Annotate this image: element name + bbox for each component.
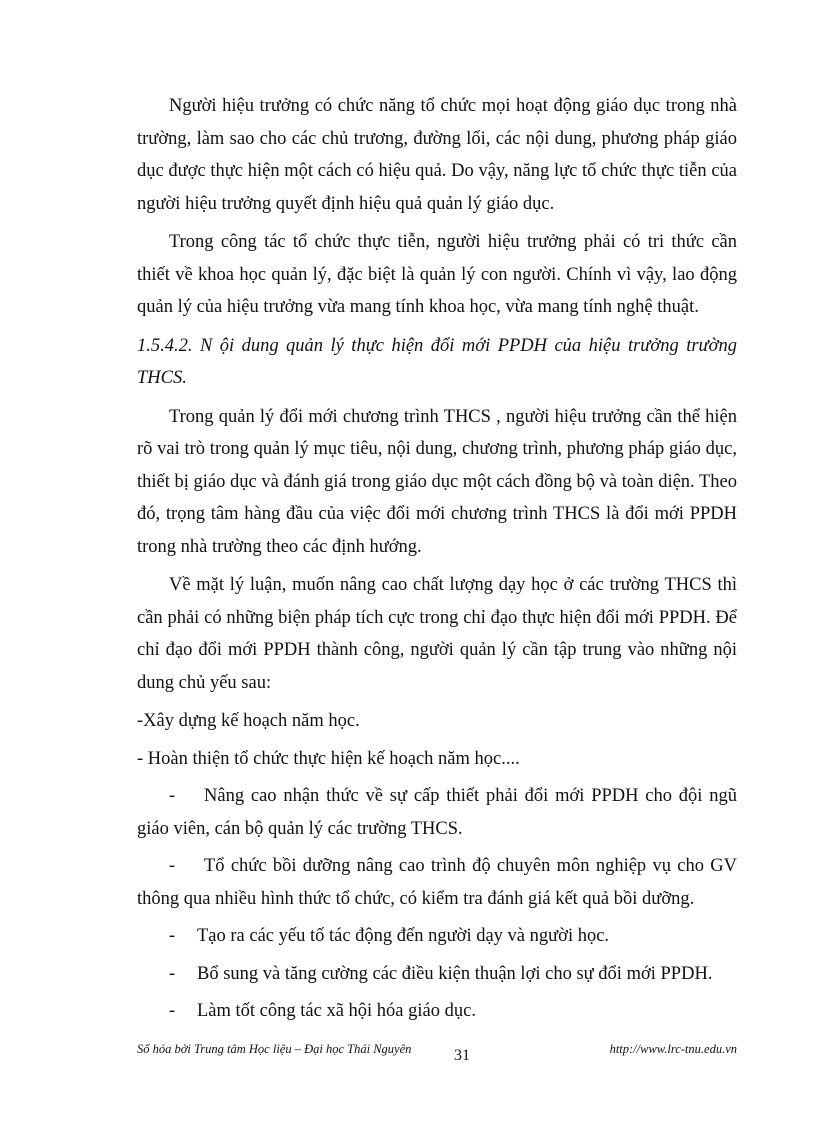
paragraph-1: Người hiệu trưởng có chức năng tổ chức mọi hoạt động giáo dục trong nhà trường, làm sao cho các chủ trương, đường lối, các nội dung, phương pháp giáo dục được thực hiện một cách có hiệu quả. Do vậy, năng lực tổ chức thực tiễn của người hiệu trưởng quyết định hiệu quả quản lý giáo dục. bbox=[137, 96, 737, 214]
list-item-text: Tạo ra các yếu tố tác động đến người dạy và người học. bbox=[197, 926, 610, 946]
list-item-4 bbox=[137, 850, 737, 915]
list-item-text: Bổ sung và tăng cường các điều kiện thuận lợi cho sự đổi mới PPDH. bbox=[197, 963, 713, 984]
bullet-dash: - bbox=[169, 963, 176, 984]
bullet-dash: - bbox=[169, 926, 176, 946]
list-item-text: Nâng cao nhận thức về sự cấp thiết phải đổi mới PPDH cho đội ngũ giáo viên, cán bộ quản lý các trường THCS. bbox=[137, 786, 737, 839]
page-number: 31 bbox=[454, 1047, 470, 1064]
bullet-dash: - bbox=[169, 786, 176, 806]
bullet-dash: - bbox=[169, 856, 176, 876]
footer-url: http://www.lrc-tnu.edu.vn bbox=[609, 1042, 737, 1056]
list-item-3 bbox=[137, 780, 737, 845]
list-item-text: Tổ chức bồi dưỡng nâng cao trình độ chuyên môn nghiệp vụ cho GV thông qua nhiều hình thức tổ chức, có kiểm tra đánh giá kết quả bồi dưỡng. bbox=[137, 856, 737, 909]
list-item-6 bbox=[137, 958, 737, 991]
paragraph-2: Trong công tác tổ chức thực tiễn, người hiệu trưởng phải có tri thức cần thiết về khoa học quản lý, đặc biệt là quản lý con người. Chính vì vậy, lao động quản lý của hiệu trưởng vừa mang tính khoa học, vừa mang tính nghệ thuật. bbox=[137, 232, 737, 317]
list-item-2: - Hoàn thiện tổ chức thực hiện kế hoạch năm học.... bbox=[137, 748, 520, 769]
paragraph-4: Về mặt lý luận, muốn nâng cao chất lượng dạy học ở các trường THCS thì cần phải có những biện pháp tích cực trong chỉ đạo thực hiện đổi mới PPDH. Để chỉ đạo đổi mới PPDH thành công, người quản lý cần tập trung vào những nội dung chủ yếu sau: bbox=[137, 575, 737, 693]
page-footer bbox=[137, 1042, 737, 1072]
list-item-7 bbox=[137, 995, 737, 1028]
list-item-text: Làm tốt công tác xã hội hóa giáo dục. bbox=[197, 1001, 476, 1021]
section-heading: 1.5.4.2. N ội dung quản lý thực hiện đổi mới PPDH của hiệu trưởng trường THCS. bbox=[137, 335, 737, 388]
paragraph-3: Trong quản lý đổi mới chương trình THCS , người hiệu trưởng cần thể hiện rõ vai trò trong quản lý mục tiêu, nội dung, chương trình, phương pháp giáo dục, thiết bị giáo dục và đánh giá trong giáo dục một cách đồng bộ và toàn diện. Theo đó, trọng tâm hàng đầu của việc đổi mới chương trình THCS là đổi mới PPDH trong nhà trường theo các định hướng. bbox=[137, 406, 737, 557]
list-item-1: -Xây dựng kế hoạch năm học. bbox=[137, 711, 360, 731]
footer-source: Số hóa bởi Trung tâm Học liệu – Đại học Thái Nguyên bbox=[137, 1042, 412, 1056]
bullet-dash: - bbox=[169, 1001, 176, 1021]
page-body bbox=[137, 90, 737, 1033]
list-item-5 bbox=[137, 920, 737, 953]
